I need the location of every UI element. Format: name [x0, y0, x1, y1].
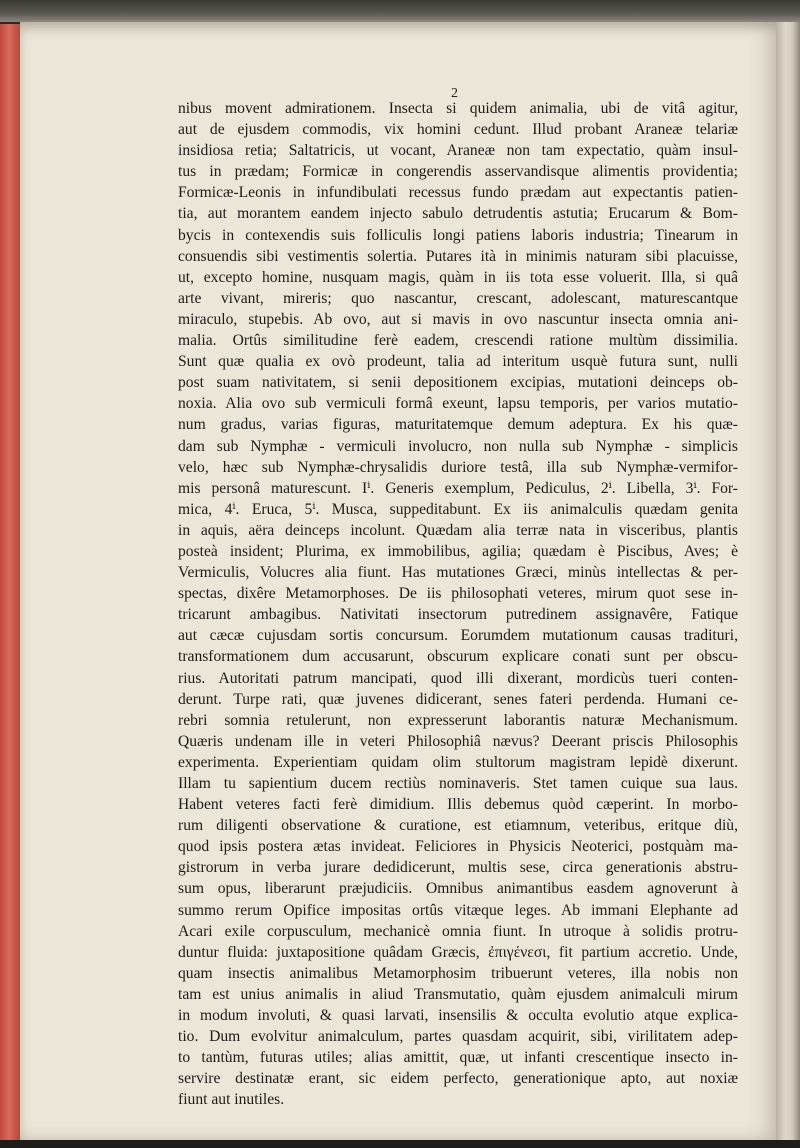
text-line: Formicæ-Leonis in infundibulati recessus fundo prædam aut expectantis patien-	[178, 184, 738, 202]
text-line: Illam tu sapientium ducem rectiùs nominaveris. Stet tamen cuique sua laus.	[178, 775, 738, 792]
text-line: sum opus, liberarunt præjudiciis. Omnibus animantibus easdem agnoverunt à	[178, 880, 738, 898]
text-line: servire destinatæ erant, sic eidem perfecto, generationique apto, aut noxiæ	[178, 1070, 738, 1088]
text-line: experimenta. Experientiam quidam olim stultorum magistram lepidè dixerunt.	[178, 753, 738, 771]
right-page-stack	[776, 22, 800, 1140]
text-line: noxia. Alia ovo sub vermiculi formâ exeunt, lapsu temporis, per varios mutatio-	[178, 395, 738, 413]
text-line: fiunt aut inutiles.	[178, 1091, 285, 1109]
text-line: miraculo, stupebis. Ab ovo, aut si mavis in ovo nascuntur insecta omnia ani-	[178, 310, 738, 328]
text-line: quod ipsis postera ætas invideat. Feliciores in Physicis Neoterici, postquàm ma-	[178, 838, 738, 856]
text-line: post suam nativitatem, si senii depositionem excipias, mutationi deinceps ob-	[178, 374, 738, 392]
text-line: duntur fluida: juxtapositione quâdam Græcis, ἐπιγένεσι, fit partium accretio. Unde,	[178, 943, 738, 961]
text-line: gistrorum in verba jurare dedidicerunt, multis sese, circa generationis abstru-	[178, 859, 738, 877]
text-line: rius. Autoritati patrum mancipati, quod illi dixerant, mordicùs tueri conten-	[178, 669, 738, 687]
text-line: Vermiculis, Volucres alia fiunt. Has mutationes Græci, minùs intellectas & per-	[178, 564, 738, 582]
text-line: arte vivant, mireris; quo nascantur, crescant, adolescant, maturescantque	[178, 289, 738, 307]
text-line: aut cæcæ cujusdam sortis concursum. Eorumdem mutationum causas tradituri,	[178, 627, 738, 645]
text-line: mis personâ maturescunt. Iⁱ. Generis exemplum, Pediculus, 2ⁱ. Libella, 3ⁱ. For-	[178, 479, 738, 497]
text-line: velo, hæc sub Nymphæ-chrysalidis duriore testâ, illa sub Nymphæ-vermifor-	[178, 458, 738, 476]
text-line: Acari exile corpusculum, mechanicè omnia fiunt. In utroque à solidis protru-	[178, 922, 738, 940]
text-line: quam insectis animalibus Metamorphosim tribuerunt veteres, illa nobis non	[178, 964, 738, 982]
text-line: tio. Dum evolvitur animalculum, partes quasdam acquirit, sibi, virilitatem adep-	[178, 1028, 738, 1046]
text-line: consuendis sibi vestimentis solertia. Putares ità in minimis naturam sibi placuisse,	[178, 247, 738, 265]
text-line: to tantùm, futuras utiles; alias amittit, quæ, ut infanti crescentique insecto in-	[178, 1049, 738, 1067]
body-text	[178, 98, 738, 1111]
text-line: posteà insident; Plurima, ex immobilibus, agilia; quædam è Piscibus, Aves; è	[178, 542, 738, 560]
text-line: malia. Ortûs similitudine ferè eadem, crescendi ratione multùm dissimilia.	[178, 332, 738, 350]
text-line: mica, 4ⁱ. Eruca, 5ⁱ. Musca, suppeditabunt. Ex iis animalculis quædam genita	[178, 500, 738, 518]
text-line: Quæris undenam ille in veteri Philosophiâ nævus? Deerant priscis Philosophis	[178, 732, 738, 750]
text-line: rebri somnia retulerunt, non expresserunt laborantis naturæ Mechanismum.	[178, 711, 738, 729]
text-line: tam est unius animalis in aliud Transmutatio, quàm ejusdem animalculi mirum	[178, 985, 738, 1003]
red-page-edge	[0, 24, 20, 1140]
bottom-book-edge	[0, 1140, 800, 1148]
text-line: nibus movent admirationem. Insecta si quidem animalia, ubi de vitâ agitur,	[178, 100, 738, 117]
text-line: rum diligenti observatione & curatione, est etiamnum, veteribus, eritque diù,	[178, 817, 738, 835]
text-line: insidiosa retia; Saltatricis, ut vocant, Araneæ non tam expectatio, quàm insul-	[178, 142, 738, 160]
text-line: Sunt quæ qualia ex ovò prodeunt, talia ad interitum usquè futura sunt, nulli	[178, 353, 738, 371]
text-line: tia, aut morantem eandem injecto sabulo detrudentis astutia; Erucarum & Bom-	[178, 205, 738, 223]
text-line: num gradus, varias figuras, maturitatemque demum adeptura. Ex his quæ-	[178, 416, 738, 434]
text-line: tricarunt ambagibus. Nativitati insectorum putredinem assignavêre, Fatique	[178, 606, 738, 624]
text-line: ut, excepto homine, nusquam magis, quàm in iis tota esse voluerit. Illa, si quâ	[178, 268, 738, 286]
text-line: dam sub Nymphæ - vermiculi involucro, non nulla sub Nymphæ - simplicis	[178, 437, 738, 455]
text-line: bycis in contexendis suis folliculis longi patiens laboris industria; Tinearum in	[178, 226, 738, 244]
text-line: summo rerum Opifice impositas ortûs vitæque leges. Ab immani Elephante ad	[178, 901, 738, 919]
text-line: spectas, dixêre Metamorphoses. De iis philosophati veteres, mirum quot sese in-	[178, 585, 738, 603]
page-number: 2	[451, 86, 458, 101]
text-line: tus in prædam; Formicæ in congerendis asservandisque alimentis providentia;	[178, 163, 738, 181]
text-line: Habent veteres facti ferè dimidium. Illis debemus quòd cæperint. In morbo-	[178, 796, 738, 814]
top-book-edge	[0, 0, 800, 22]
text-line: in aquis, aëra deinceps incolunt. Quædam alia terræ nata in visceribus, plantis	[178, 521, 738, 539]
text-line: aut de ejusdem commodis, vix homini cedunt. Illud probant Araneæ telariæ	[178, 121, 738, 139]
text-line: transformationem dum accusarunt, obscurum explicare conati sunt per obscu-	[178, 648, 738, 666]
text-line: in modum involuti, & quasi larvati, insensilis & occulta evolutio atque explica-	[178, 1007, 738, 1025]
text-line: derunt. Turpe rati, quæ juvenes didicerant, senes fateri perdenda. Humani ce-	[178, 690, 738, 708]
